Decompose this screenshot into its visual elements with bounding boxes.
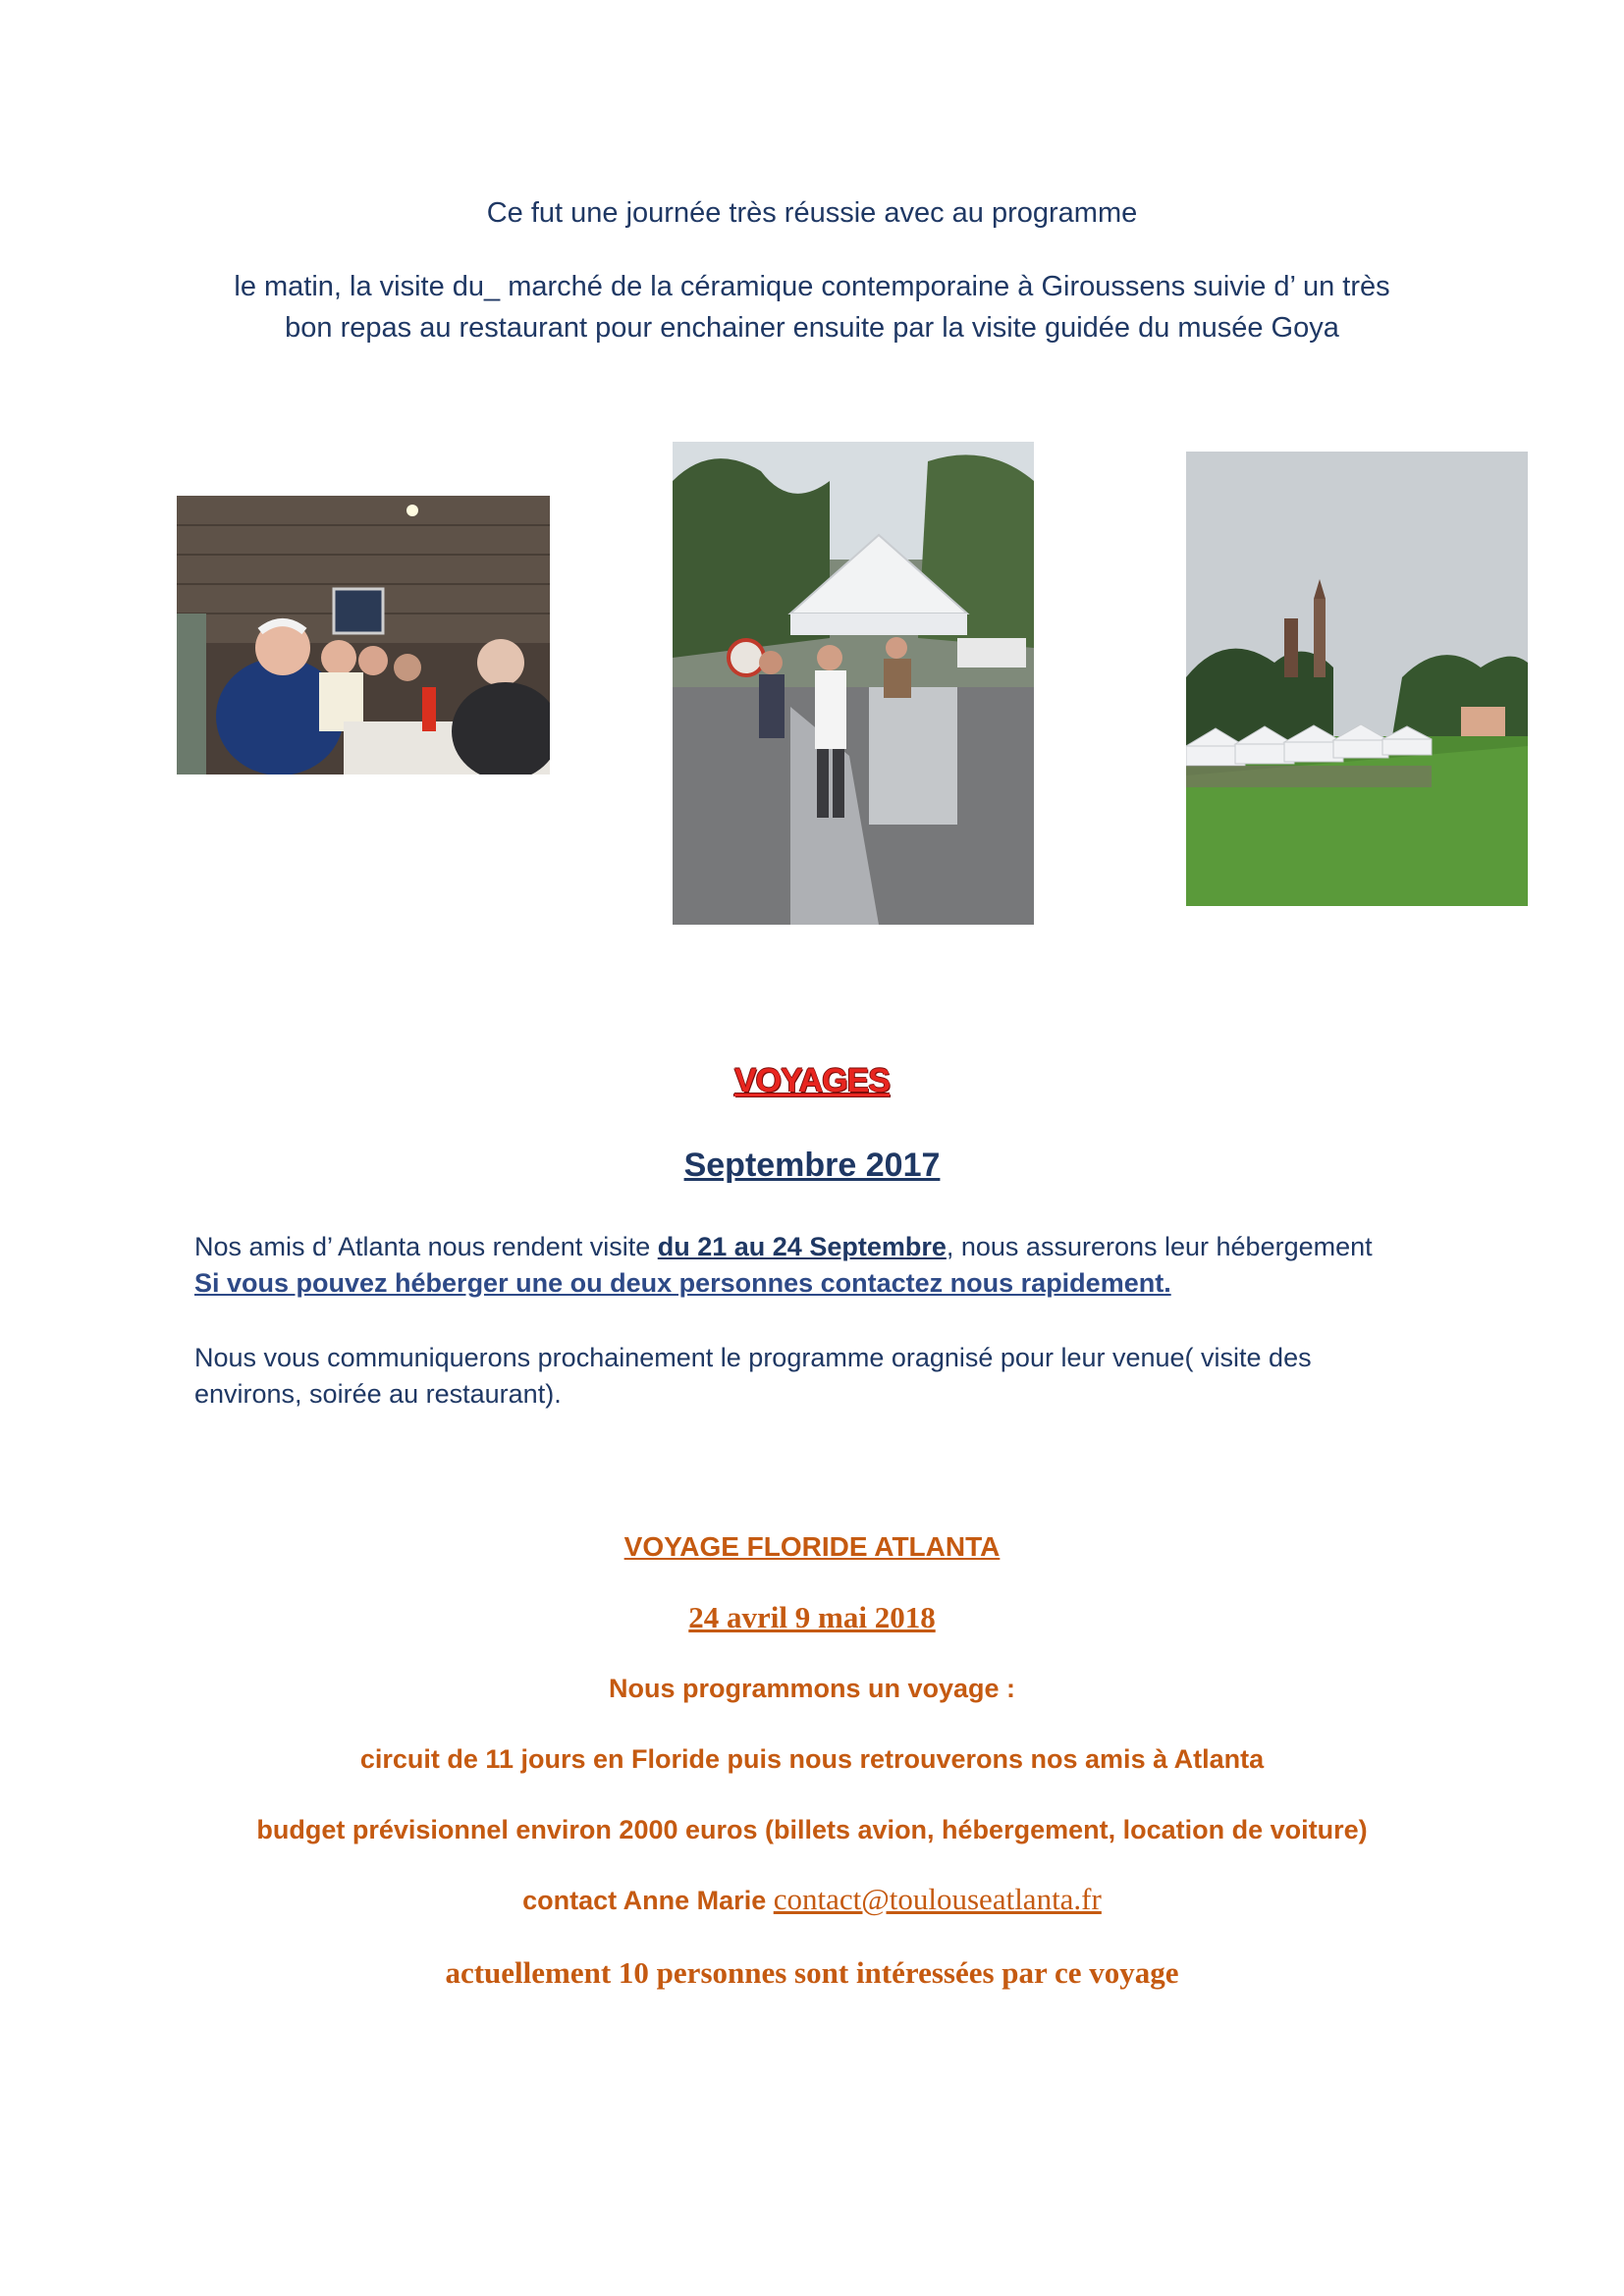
atlanta-visit-text-b: , nous assurerons leur hébergement: [946, 1232, 1373, 1261]
ceramic-market-photo: [1186, 452, 1528, 906]
atlanta-visit-text-a: Nos amis d’ Atlanta nous rendent visite: [194, 1232, 658, 1261]
floride-line-2: circuit de 11 jours en Floride puis nous retrouverons nos amis à Atlanta: [359, 1744, 1265, 1774]
floride-atlanta-title: VOYAGE FLORIDE ATLANTA: [623, 1531, 1001, 1562]
intro-line-1: Ce fut une journée très réussie avec au programme: [486, 197, 1138, 229]
floride-dates: 24 avril 9 mai 2018: [688, 1600, 936, 1634]
floride-line-3: budget prévisionnel environ 2000 euros (billets avion, hébergement, location de voiture): [256, 1815, 1368, 1844]
contact-email-link[interactable]: contact@toulouseatlanta.fr: [773, 1882, 1102, 1916]
intro-line-3: bon repas au restaurant pour enchainer ensuite par la visite guidée du musée Goya: [285, 312, 1339, 344]
visit-dates: du 21 au 24 Septembre: [657, 1232, 947, 1261]
restaurant-photo: [177, 496, 550, 774]
floride-line-5: actuellement 10 personnes sont intéressées par ce voyage: [445, 1955, 1179, 1990]
intro-line-2: le matin, la visite du_ marché de la céramique contemporaine à Giroussens suivie d’ un très: [234, 271, 1390, 302]
hosting-request-link[interactable]: Si vous pouvez héberger une ou deux personnes contactez nous rapidement.: [194, 1268, 1171, 1298]
contact-label: contact Anne Marie: [522, 1886, 774, 1915]
atlanta-visit-paragraph: [194, 1229, 1471, 1302]
market-tent-photo: [673, 442, 1034, 925]
program-paragraph: Nous vous communiquerons prochainement le programme oragnisé pour leur venue( visite des environs, soirée au restaurant).: [194, 1343, 1312, 1409]
september-2017-title: Septembre 2017: [683, 1147, 941, 1184]
floride-line-1: Nous programmons un voyage :: [608, 1674, 1016, 1703]
contact-line: [0, 1882, 1624, 1917]
voyages-title: VOYAGES: [733, 1062, 891, 1099]
